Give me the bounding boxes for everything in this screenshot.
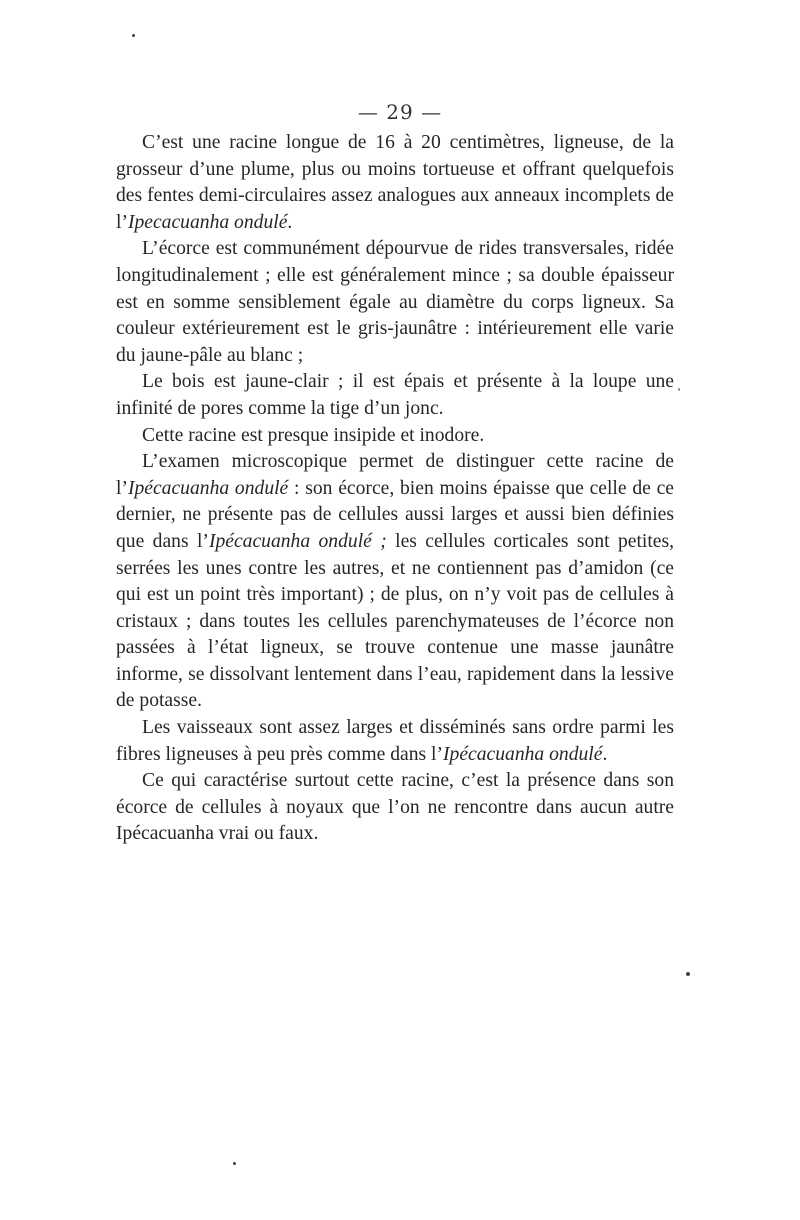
text-run: L’examen microscopique permet de distinguer cette racine de l’: [116, 451, 674, 499]
text-run: .: [602, 743, 608, 765]
text-run: L’écorce est communément dépourvue de rides transversales, ridée longitudinalement ; elle est généralement mince ; sa double épaisseur est en somme sensiblement égale au diamètre du corps ligneux. Sa couleur extérieurement est le gris-jaunâtre : intérieurement elle varie du jaune-pâle au blanc ;: [116, 238, 674, 366]
text-run: Ce qui caractérise surtout cette racine, c’est la présence dans son écorce de cellules à noyaux que l’on ne rencontre dans aucun autre Ipécacuanha vrai ou faux.: [116, 770, 674, 845]
text-run: Cette racine est presque insipide et inodore.: [142, 424, 485, 446]
italic-run: Ipecacuanha ondulé: [127, 211, 288, 233]
scan-speck: [132, 34, 135, 37]
text-run: C’est une racine longue de 16 à 20 centimètres, ligneuse, de la grosseur d’une plume, plus ou moins tortueuse et offrant quelquefois des fentes demi-circulaires assez analogues aux anneaux incomplets de l’: [116, 132, 674, 233]
italic-run: Ipécacuanha ondulé: [127, 477, 289, 499]
page-number: — 29 —: [357, 100, 443, 124]
text-run: Le bois est jaune-clair ; il est épais et présente à la loupe une infinité de pores comme la tige d’un jonc.: [116, 371, 674, 419]
paragraph: [116, 369, 674, 422]
paragraph: [116, 715, 674, 768]
scan-speck: [233, 1162, 236, 1165]
scan-speck: [686, 972, 690, 976]
paragraph: [116, 130, 674, 236]
italic-run: Ipécacuanha ondulé: [443, 743, 603, 765]
text-run: Les vaisseaux sont assez larges et disséminés sans ordre parmi les fibres ligneuses à peu près comme dans l’: [116, 717, 674, 765]
text-run: .: [287, 211, 293, 233]
text-run: : son écorce, bien moins épaisse que celle de ce dernier, ne présente pas de cellules aussi larges et aussi bien définies que dans l’: [116, 477, 674, 552]
paragraph: [116, 449, 674, 715]
paragraph: [116, 236, 674, 369]
italic-run: Ipécacuanha ondulé ;: [208, 530, 387, 552]
paragraph: [116, 423, 674, 450]
body-text: [116, 130, 674, 848]
paragraph: [116, 768, 674, 848]
scan-speck: [678, 388, 680, 391]
text-run: les cellules corticales sont petites, serrées les unes contre les autres, et ne contiennent pas d’amidon (ce qui est un point très important) ; de plus, on n’y voit pas de cellules à cristaux ; dans toutes les cellules parenchymateuses de l’écorce non passées à l’état ligneux, se trouve contenue une masse jaunâtre informe, se dissolvant lentement dans l’eau, rapidement dans la lessive de potasse.: [116, 530, 675, 712]
